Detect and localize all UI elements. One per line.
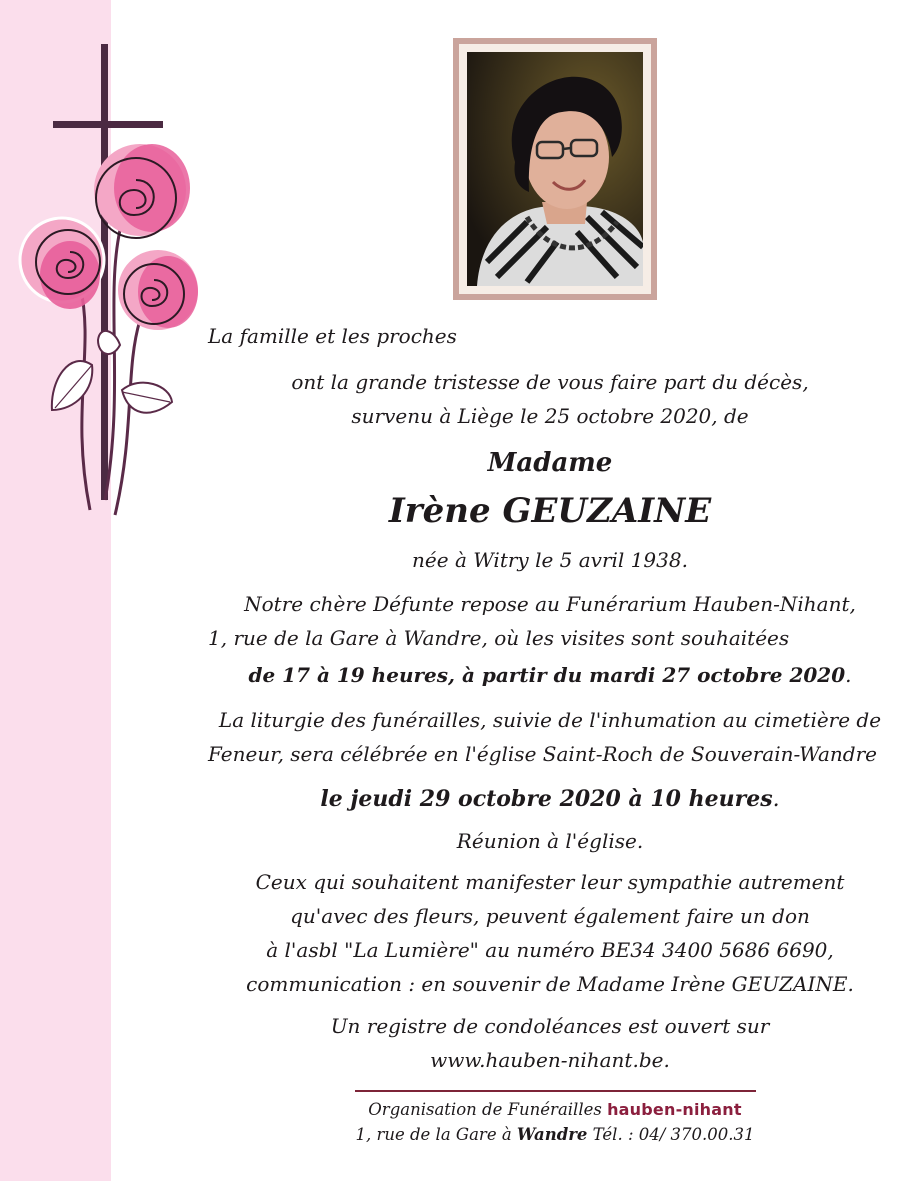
repose-line-3: de 17 à 19 heures, à partir du mardi 27 octobre 2020. [248, 663, 852, 687]
cross-with-roses-icon [0, 30, 220, 530]
intro-text: La famille et les proches [208, 324, 457, 348]
portrait-photo [467, 52, 643, 286]
deceased-title: Madame [487, 448, 613, 478]
announce-line-2: survenu à Liège le 25 octobre 2020, de [351, 404, 749, 428]
portrait-frame [453, 38, 657, 300]
footer-address: 1, rue de la Gare à Wandre Tél. : 04/ 370.00.31 [355, 1125, 755, 1144]
birth-text: née à Witry le 5 avril 1938. [412, 548, 688, 572]
liturgy-line-1: La liturgie des funérailles, suivie de l'inhumation au cimetière de [218, 708, 882, 732]
liturgy-line-2: Feneur, sera célébrée en l'église Saint-Roch de Souverain-Wandre [208, 742, 877, 766]
donation-line-3: à l'asbl "La Lumière" au numéro BE34 3400 5686 6690, [266, 938, 834, 962]
registry-link[interactable]: www.hauben-nihant.be. [430, 1048, 670, 1072]
reunion-text: Réunion à l'église. [456, 829, 644, 853]
repose-line-1: Notre chère Défunte repose au Funérarium Hauben-Nihant, [244, 592, 856, 616]
funeral-date: le jeudi 29 octobre 2020 à 10 heures [320, 786, 773, 812]
repose-line-2: 1, rue de la Gare à Wandre, où les visites sont souhaitées [208, 626, 790, 650]
liturgy-line-3: le jeudi 29 octobre 2020 à 10 heures. [320, 786, 780, 812]
deceased-name: Irène GEUZAINE [388, 491, 712, 531]
donation-line-4: communication : en souvenir de Madame Irène GEUZAINE. [246, 972, 854, 996]
footer-divider [355, 1090, 756, 1092]
visiting-hours: de 17 à 19 heures, à partir du mardi 27 octobre 2020 [248, 663, 846, 687]
announce-line-1: ont la grande tristesse de vous faire part du décès, [291, 370, 809, 394]
donation-line-1: Ceux qui souhaitent manifester leur sympathie autrement [255, 870, 845, 894]
brand-logo: hauben-nihant [607, 1100, 742, 1119]
footer-organisation: Organisation de Funérailles hauben-nihant [368, 1100, 742, 1119]
donation-line-2: qu'avec des fleurs, peuvent également faire un don [290, 904, 810, 928]
registry-line-1: Un registre de condoléances est ouvert sur [330, 1014, 770, 1038]
